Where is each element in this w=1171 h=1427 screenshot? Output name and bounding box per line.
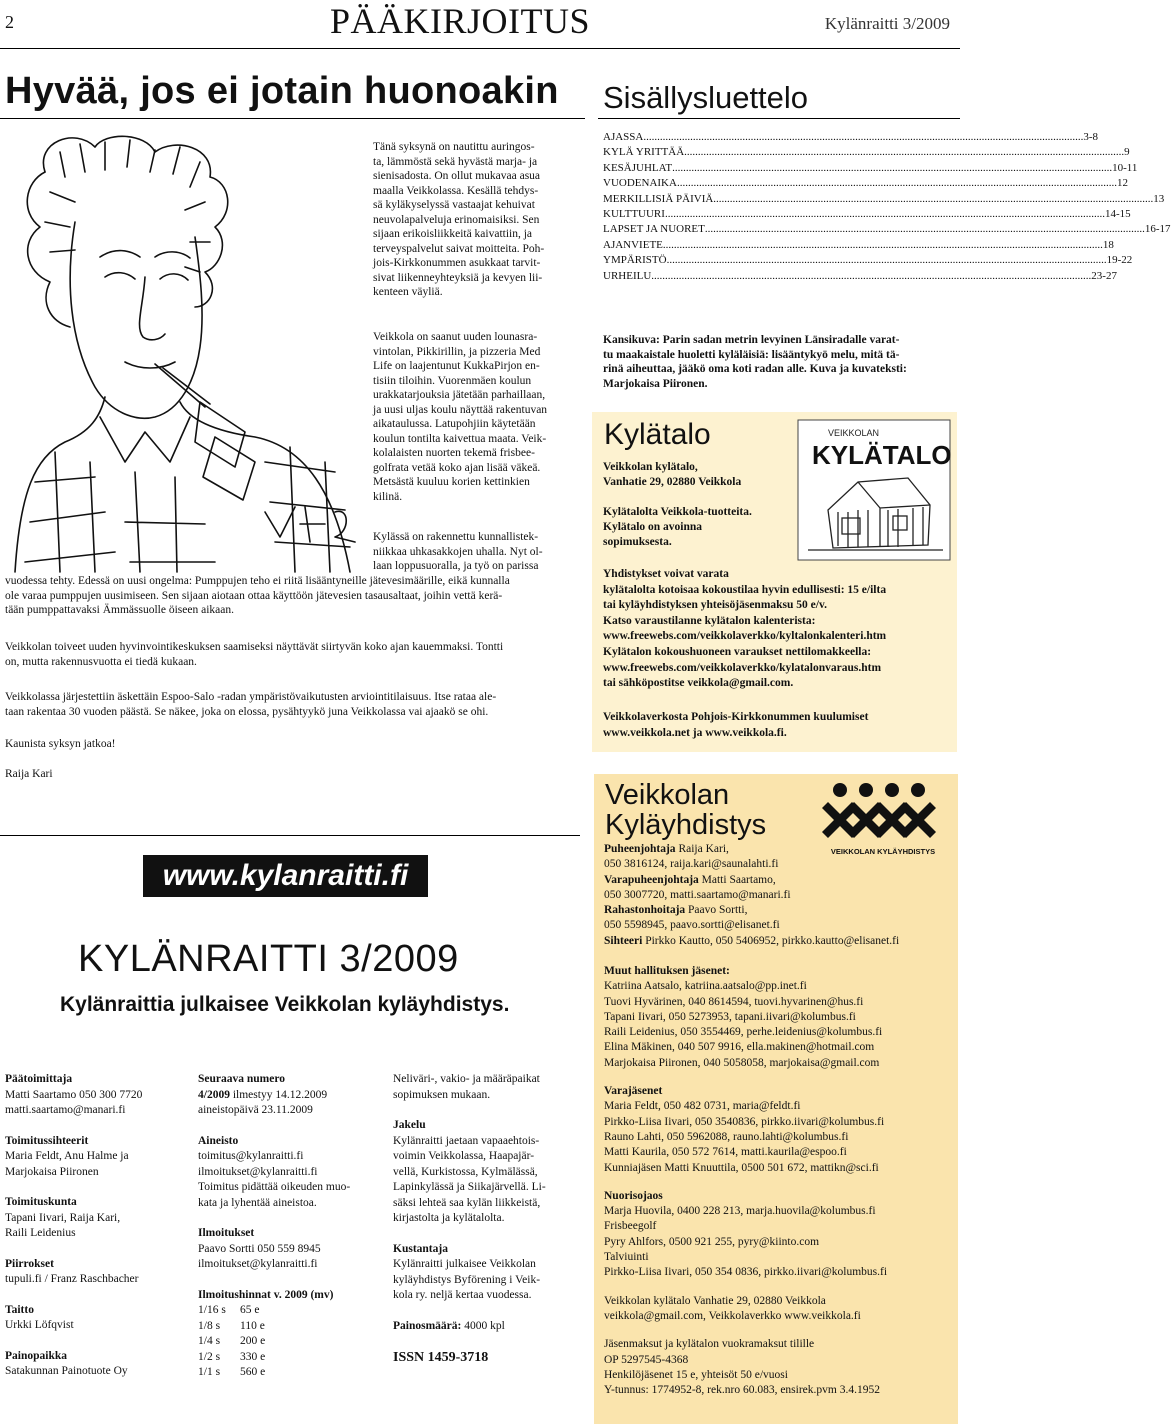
text-line: Katriina Aatsalo, katriina.aatsalo@pp.inet.fi [604, 980, 807, 993]
toc-item-name: KULTTUURI [603, 208, 665, 221]
officer-line [604, 888, 954, 903]
text-line: kylätalolta kotoisaa kokoustilaa hyvin edullisesti: 15 e/ilta [603, 583, 887, 596]
text-line: Kylässä on rakennettu kunnallistek- [373, 531, 539, 543]
officer-details: Paavo Sortti, [685, 904, 748, 917]
price-size: 1/2 s [198, 1350, 221, 1363]
text-line: Metsästä kuuluu korien kettinkien [373, 476, 530, 488]
text-line[interactable]: www.freewebs.com/veikkolaverkko/kylatalonvaraus.htm [603, 661, 882, 674]
text-line: Veikkolan kylätalo Vanhatie 29, 02880 Veikkola [604, 1294, 826, 1307]
youth-label: Nuorisojaos [604, 1189, 663, 1202]
text-line: ole varaa pumppujen uusimiseen. Sen sijaan aiotaan ottaa käyttöön jätevesien tasausaltaat, joihin vettä kerä- [5, 589, 503, 602]
text-line[interactable]: www.veikkola.net ja www.veikkola.fi. [603, 727, 787, 739]
publisher-label: Kustantaja [393, 1242, 448, 1255]
text-line: Maria Feldt, 050 482 0731, maria@feldt.fi [604, 1100, 801, 1113]
text-line: niikkaa uhkasakkojen uhalla. Nyt ol- [373, 545, 543, 558]
price-value: 560 e [240, 1366, 266, 1378]
deputies-label: Varajäsenet [604, 1085, 663, 1098]
text-line: tisiin tiloihin. Vuorenmäen koulun [373, 374, 532, 387]
section-title: PÄÄKIRJOITUS [330, 1, 591, 41]
price-row [198, 1319, 383, 1335]
officer-line [604, 873, 954, 888]
kylatalo-web [603, 709, 868, 741]
kylatalo-title: Kylätalo [604, 418, 711, 451]
officer-details: Pirkko Kautto, 050 5406952, pirkko.kautto@elisanet.fi [642, 934, 900, 947]
text-line: kenteen väyliä. [373, 286, 443, 298]
toc-leader-dots: ................................................................................................................................................................ [676, 177, 1117, 190]
text-line: vellä, Kurkistossa, Kylmälässä, [393, 1165, 538, 1178]
imprint-label: Painopaikka [5, 1349, 67, 1362]
text-line: kola ry. neljä kertaa vuodessa. [393, 1289, 532, 1301]
price-value: 330 e [240, 1350, 266, 1363]
text-line: vintolan, Pikkirillin, ja pizzeria Med [373, 345, 541, 358]
text-line: urakkatarjouksia jätetään parhaillaan, [373, 389, 546, 401]
toc-leader-dots: ................................................................................................................................................................ [664, 208, 1105, 221]
text-line: Kylätalo on avoinna [603, 521, 703, 533]
editorial-para4 [5, 640, 580, 669]
toc-leader-dots: ................................................................................................................................................................ [672, 161, 1113, 174]
toc-item [603, 238, 1114, 253]
text-line: Veikkolan toiveet uuden hyvinvointikeskuksen saamiseksi näyttävät siirtyvän koko ajan kauemmaksi. Tontti [5, 641, 504, 653]
officer-line [604, 857, 954, 872]
text-line: Pyry Ahlfors, 0500 921 255, pyry@kiinto.com [604, 1235, 820, 1248]
text-line: Veikkolan kylätalo, [603, 461, 698, 473]
text-line: Talviuinti [604, 1251, 649, 1264]
toc-item-page: 13 [1153, 192, 1165, 205]
text-line: koulun tontilta kaivettua maata. Veik- [373, 432, 547, 445]
toc-item [603, 145, 1130, 160]
toc-item-name: MERKILLISIÄ PÄIVIÄ [603, 192, 714, 205]
headline-rule [0, 118, 585, 119]
text-line: tai kyläyhdistyksen yhteisöjäsenmaksu 50 e/v. [603, 599, 827, 612]
issue-label: Kylänraitti 3/2009 [824, 14, 950, 33]
text-line: ta, lämmöstä sekä hyvästä marja- ja [373, 155, 538, 168]
kylatalo-note [603, 505, 752, 550]
toc-item [603, 192, 1165, 207]
imprint-line: Urkki Löfqvist [5, 1319, 74, 1331]
text-line: Matti Kaurila, 050 572 7614, matti.kaurila@espoo.fi [604, 1146, 847, 1159]
toc-item-name: KYLÄ YRITTÄÄ [603, 146, 685, 159]
toc-item-name: AJASSA [603, 131, 644, 143]
imprint-column-2 [198, 1072, 383, 1381]
text-line: maalla Veikkolassa. Kesällä tehdys- [373, 184, 539, 197]
toc-item-page: 10-11 [1112, 161, 1138, 174]
toc-item [603, 130, 1099, 145]
officer-line [604, 903, 954, 918]
text-line: Vanhatie 29, 02880 Veikkola [603, 476, 742, 488]
text-line: säksi lehteä saa kylän liikkeistä, [393, 1196, 541, 1209]
text-line: kirjastolta ja kylätalolta. [393, 1212, 505, 1224]
prices-label: Ilmoitushinnat v. 2009 (mv) [198, 1288, 334, 1301]
text-line: Elina Mäkinen, 040 507 9916, ella.makinen@hotmail.com [604, 1041, 875, 1054]
text-line: Yhdistykset voivat varata [603, 568, 729, 580]
association-officers [604, 842, 954, 949]
toc-item-name: VUODENAIKA [603, 177, 677, 190]
toc-title: Sisällysluettelo [603, 80, 809, 115]
editorial-closing: Kaunista syksyn jatkoa! [5, 738, 116, 750]
imprint-label: Piirrokset [5, 1257, 54, 1270]
officer-details: 050 3816124, raija.kari@saunalahti.fi [604, 858, 779, 871]
editorial-intro [373, 140, 573, 300]
price-row [198, 1334, 383, 1350]
editorial-para3 [373, 530, 573, 574]
editorial-para3-wide [5, 574, 580, 618]
print-run-label: Painosmäärä: [393, 1319, 462, 1332]
text-line: Rauno Lahti, 050 5962088, rauno.lahti@kolumbus.fi [604, 1130, 849, 1143]
imprint-line: Matti Saartamo 050 300 7720 [5, 1088, 143, 1101]
text-line: voimin Veikkolassa, Haapajär- [393, 1150, 535, 1162]
text-line: sijaan erikoisliikkeitä kaivattiin, ja [373, 228, 533, 240]
officer-details: Matti Saartamo, [698, 873, 776, 886]
text-line: vuodessa tehty. Edessä on uusi ongelma: Pumppujen teho ei riitä lisääntyneille jätevesimäärille, eikä kunnalla [5, 575, 510, 587]
text-line: Y-tunnus: 1774952-8, rek.nro 60.083, ensirek.pvm 3.4.1952 [604, 1384, 880, 1397]
text-line: kolalaisten nuorten tekemä frisbee- [373, 447, 535, 459]
text-line: on, mutta rakennusvuotta ei tiedä kukaan. [5, 655, 197, 668]
title-line: Kyläyhdistys [605, 809, 767, 841]
text-line: Katso varaustilanne kylätalon kalenterista: [603, 614, 816, 627]
price-size: 1/1 s [198, 1366, 221, 1378]
editorial-para5 [5, 690, 580, 719]
officer-details: 050 3007720, matti.saartamo@manari.fi [604, 888, 791, 901]
toc-leader-dots: ................................................................................................................................................................ [704, 223, 1145, 236]
toc-item [603, 176, 1128, 191]
print-run [393, 1319, 571, 1335]
toc-item [603, 222, 1171, 237]
imprint-line: Satakunnan Painotuote Oy [5, 1365, 128, 1377]
board-label: Muut hallituksen jäsenet: [604, 965, 730, 977]
text-line[interactable]: www.freewebs.com/veikkolaverkko/kyltalonkalenteri.htm [603, 630, 887, 643]
ads-label: Ilmoitukset [198, 1227, 255, 1239]
text-line: Kylätalolta Veikkola-tuotteita. [603, 506, 752, 518]
imprint-label: Toimitussihteerit [5, 1134, 89, 1147]
editorial-sketch-portrait [5, 132, 370, 582]
officer-line [604, 918, 954, 933]
officer-details: Raija Kari, [675, 843, 729, 855]
toc-leader-dots: ................................................................................................................................................................ [713, 192, 1154, 205]
toc-item [603, 161, 1138, 176]
text-line: OP 5297545-4368 [604, 1353, 689, 1366]
editorial-author: Raija Kari [5, 768, 53, 780]
text-line: sivat liikenneyhteyksiä ja kevyen lii- [373, 271, 543, 284]
text-line: rinä aiheuttaa, jääkö oma koti radan alle. Kuva ja kuvateksti: [603, 363, 907, 376]
text-line: Tänä syksynä on nautittu auringos- [373, 141, 535, 153]
distribution-label: Jakelu [393, 1119, 426, 1131]
sign-top-text: VEIKKOLAN [828, 428, 880, 438]
text-line: Pirkko-Liisa Iivari, 050 354 0836, pirkko.iivari@kolumbus.fi [604, 1266, 888, 1279]
text-line: jois-Kirkkonummen asukkaat tarvit- [373, 257, 541, 269]
association-title [605, 780, 766, 840]
material-label: Aineisto [198, 1134, 239, 1147]
kylatalo-house-illustration [798, 420, 950, 560]
text-line: ja uusi uljas koulu näyttää rakentuvan [373, 403, 548, 416]
price-size: 1/4 s [198, 1335, 221, 1347]
toc-item-page: 23-27 [1091, 269, 1117, 282]
next-issue [198, 1088, 383, 1104]
print-run-value: 4000 kpl [464, 1319, 505, 1332]
toc-item-page: 3-8 [1083, 131, 1099, 143]
editorial-para2 [373, 330, 573, 504]
text-line: sopimuksesta. [603, 536, 672, 548]
text-line: Lapinkylässä ja Siikajärvellä. Li- [393, 1181, 546, 1193]
toc-item [603, 269, 1117, 284]
text-line: Toimitus pidättää oikeuden muo- [198, 1181, 351, 1193]
imprint-line: Raili Leidenius [5, 1227, 76, 1239]
price-value: 200 e [240, 1335, 266, 1347]
text-line: aikataulussa. Latupohjiin käytetään [373, 418, 536, 430]
toc-leader-dots: ................................................................................................................................................................ [662, 238, 1103, 251]
toc-leader-dots: ................................................................................................................................................................ [684, 146, 1125, 159]
imprint-line: Tapani Iivari, Raija Kari, [5, 1211, 121, 1224]
imprint-line: tupuli.fi / Franz Raschbacher [5, 1273, 139, 1285]
price-value: 65 e [240, 1304, 260, 1316]
officer-role: Sihteeri [604, 934, 643, 947]
text-line: kilinä. [373, 490, 403, 503]
toc-item-name: LAPSET JA NUORET [603, 223, 705, 236]
sign-main-text: KYLÄTALO [812, 440, 952, 470]
price-row [198, 1350, 383, 1366]
text-line: Frisbeegolf [604, 1220, 657, 1233]
toc-item [603, 207, 1131, 222]
next-issue-label: Seuraava numero [198, 1073, 285, 1085]
editorial-headline: Hyvää, jos ei jotain huonoakin [5, 70, 559, 112]
masthead-title: KYLÄNRAITTI 3/2009 [78, 938, 459, 980]
price-size: 1/16 s [198, 1304, 226, 1316]
association-board [604, 964, 954, 1398]
text-line[interactable]: ilmoitukset@kylanraitti.fi [198, 1165, 318, 1178]
text-line: Kylänraitti jaetaan vapaaehtois- [393, 1134, 540, 1147]
toc-item-page: 12 [1116, 177, 1128, 190]
text-line: neuvolapalveluja erinomaisiksi. Sen [373, 213, 540, 226]
text-line: Kunniajäsen Matti Knuuttila, 0500 501 672, mattikn@sci.fi [604, 1161, 879, 1174]
title-line: Veikkolan [605, 779, 730, 811]
toc-leader-dots: ................................................................................................................................................................ [643, 131, 1084, 143]
text-line: sä kyläkyselyssä vastaajat kehuivat [373, 199, 535, 211]
text-line: Kylänraitti julkaisee Veikkolan [393, 1258, 536, 1270]
toc-item-page: 19-22 [1106, 254, 1133, 267]
text-line: kyläyhdistys Byförening i Veik- [393, 1273, 541, 1286]
officer-line [604, 934, 954, 949]
imprint-label: Taitto [5, 1303, 34, 1316]
text-line: Jäsenmaksut ja kylätalon vuokramaksut tilille [604, 1338, 815, 1351]
cover-caption [603, 333, 943, 391]
masthead-rule [0, 835, 580, 836]
toc-item-page: 16-17 [1144, 223, 1171, 236]
officer-role: Puheenjohtaja [604, 843, 676, 855]
text-line: taan rakentaa 30 vuoden päästä. Se näkee, joka on elossa, pysähtyykö juna Veikkolassa vai ajaakö se ohi. [5, 705, 489, 718]
text-line[interactable]: ilmoitukset@kylanraitti.fi [198, 1258, 318, 1270]
officer-role: Rahastonhoitaja [604, 904, 686, 917]
imprint-line: Marjokaisa Piironen [5, 1165, 99, 1178]
text-line: Life on laajentunut KukkaPirjon en- [373, 360, 540, 372]
text-line: tään pumppattavaksi Ämmässuolle öiseen aikaan. [5, 604, 234, 616]
toc-rule [598, 118, 960, 119]
text-line: terveyspalvelut saivat moitteita. Poh- [373, 242, 545, 255]
toc-item-page: 18 [1102, 238, 1114, 251]
imprint-label: Päätoimittaja [5, 1073, 73, 1085]
website-banner[interactable]: www.kylanraitti.fi [143, 855, 428, 897]
text-line: laan loppusuoralla, ja työ on parissa [373, 560, 539, 572]
next-issue-number: 4/2009 [198, 1088, 230, 1101]
text-line: Pirkko-Liisa Iivari, 050 3540836, pirkko.iivari@kolumbus.fi [604, 1115, 885, 1128]
price-row [198, 1303, 383, 1319]
price-value: 110 e [240, 1319, 265, 1332]
toc-item-page: 9 [1124, 146, 1130, 159]
toc-leader-dots: ................................................................................................................................................................ [666, 254, 1107, 267]
text-line: sopimuksen mukaan. [393, 1088, 491, 1101]
text-line: kata ja lyhentää aineistoa. [198, 1196, 317, 1209]
text-line: Neliväri-, vakio- ja määräpaikat [393, 1073, 540, 1085]
officer-line [604, 842, 954, 857]
kylatalo-address [603, 460, 741, 490]
toc-leader-dots: ................................................................................................................................................................ [651, 269, 1092, 282]
text-line: Marjokaisa Piironen, 040 5058058, marjokaisa@gmail.com [604, 1056, 880, 1069]
table-of-contents [603, 130, 1171, 284]
kylatalo-rental [603, 567, 953, 692]
officer-role: Varapuheenjohtaja [604, 873, 699, 886]
imprint-line: matti.saartamo@manari.fi [5, 1104, 126, 1116]
price-row [198, 1365, 383, 1381]
text-line: tu maakaistale huoletti kyläläisiä: lisääntykyö melu, mitä tä- [603, 348, 900, 361]
text-line: Veikkolaverkosta Pohjois-Kirkkonummen kuulumiset [603, 711, 869, 723]
logo-text: VEIKKOLAN KYLÄYHDISTYS [830, 847, 936, 856]
text-line: veikkola@gmail.com, Veikkolaverkko www.veikkola.fi [604, 1309, 861, 1322]
text-line: Veikkolassa järjestettiin äskettäin Espoo-Salo -radan ympäristövaikutusten arviointitilaisuus. Itse rataa ale- [5, 691, 497, 703]
imprint-column-3 [393, 1072, 571, 1366]
text-line: Marjokaisa Piironen. [603, 377, 708, 390]
masthead-subtitle: Kylänraittia julkaisee Veikkolan kyläyhdistys. [60, 993, 510, 1016]
text-line: Kansikuva: Parin sadan metrin levyinen Länsiradalle varat- [603, 334, 900, 346]
toc-item-name: KESÄJUHLAT [603, 161, 673, 174]
price-list [198, 1303, 383, 1381]
deadline: aineistopäivä 23.11.2009 [198, 1104, 313, 1116]
text-line: Veikkola on saanut uuden lounasra- [373, 331, 538, 343]
toc-item-name: AJANVIETE [603, 238, 663, 251]
text-line: tai sähköpostitse veikkola@gmail.com. [603, 677, 794, 690]
toc-item-page: 14-15 [1104, 208, 1131, 221]
text-line[interactable]: toimitus@kylanraitti.fi [198, 1150, 304, 1162]
imprint-column-1 [5, 1072, 190, 1380]
text-line: Paavo Sortti 050 559 8945 [198, 1242, 321, 1255]
toc-item-name: YMPÄRISTÖ [603, 254, 667, 267]
text-line: Henkilöjäsenet 15 e, yhteisöt 50 e/vuosi [604, 1368, 788, 1381]
officer-details: 050 5598945, paavo.sortti@elisanet.fi [604, 919, 780, 932]
imprint-line: Maria Feldt, Anu Halme ja [5, 1150, 129, 1162]
text-line: golfrata vetää koko ajan lisää väkeä. [373, 461, 541, 474]
issn: ISSN 1459-3718 [393, 1350, 489, 1365]
toc-item-name: URHEILU [603, 269, 652, 282]
text-line: Kylätalon kokoushuoneen varaukset nettilomakkeella: [603, 645, 872, 658]
text-line: Marja Huovila, 0400 228 213, marja.huovila@kolumbus.fi [604, 1205, 876, 1218]
text-line: Tuovi Hyvärinen, 040 8614594, tuovi.hyvarinen@hus.fi [604, 995, 864, 1008]
imprint-label: Toimituskunta [5, 1196, 77, 1208]
text-line: sienisadosta. On ollut mukavaa asua [373, 170, 541, 182]
text-line: Raili Leidenius, 050 3554469, perhe.leidenius@kolumbus.fi [604, 1026, 883, 1039]
next-issue-date: ilmestyy 14.12.2009 [229, 1088, 328, 1101]
price-size: 1/8 s [198, 1319, 221, 1332]
header-rule [0, 48, 960, 49]
toc-item [603, 253, 1133, 268]
text-line: Tapani Iivari, 050 5273953, tapani.iivari@kolumbus.fi [604, 1010, 856, 1023]
page-number: 2 [5, 12, 14, 32]
